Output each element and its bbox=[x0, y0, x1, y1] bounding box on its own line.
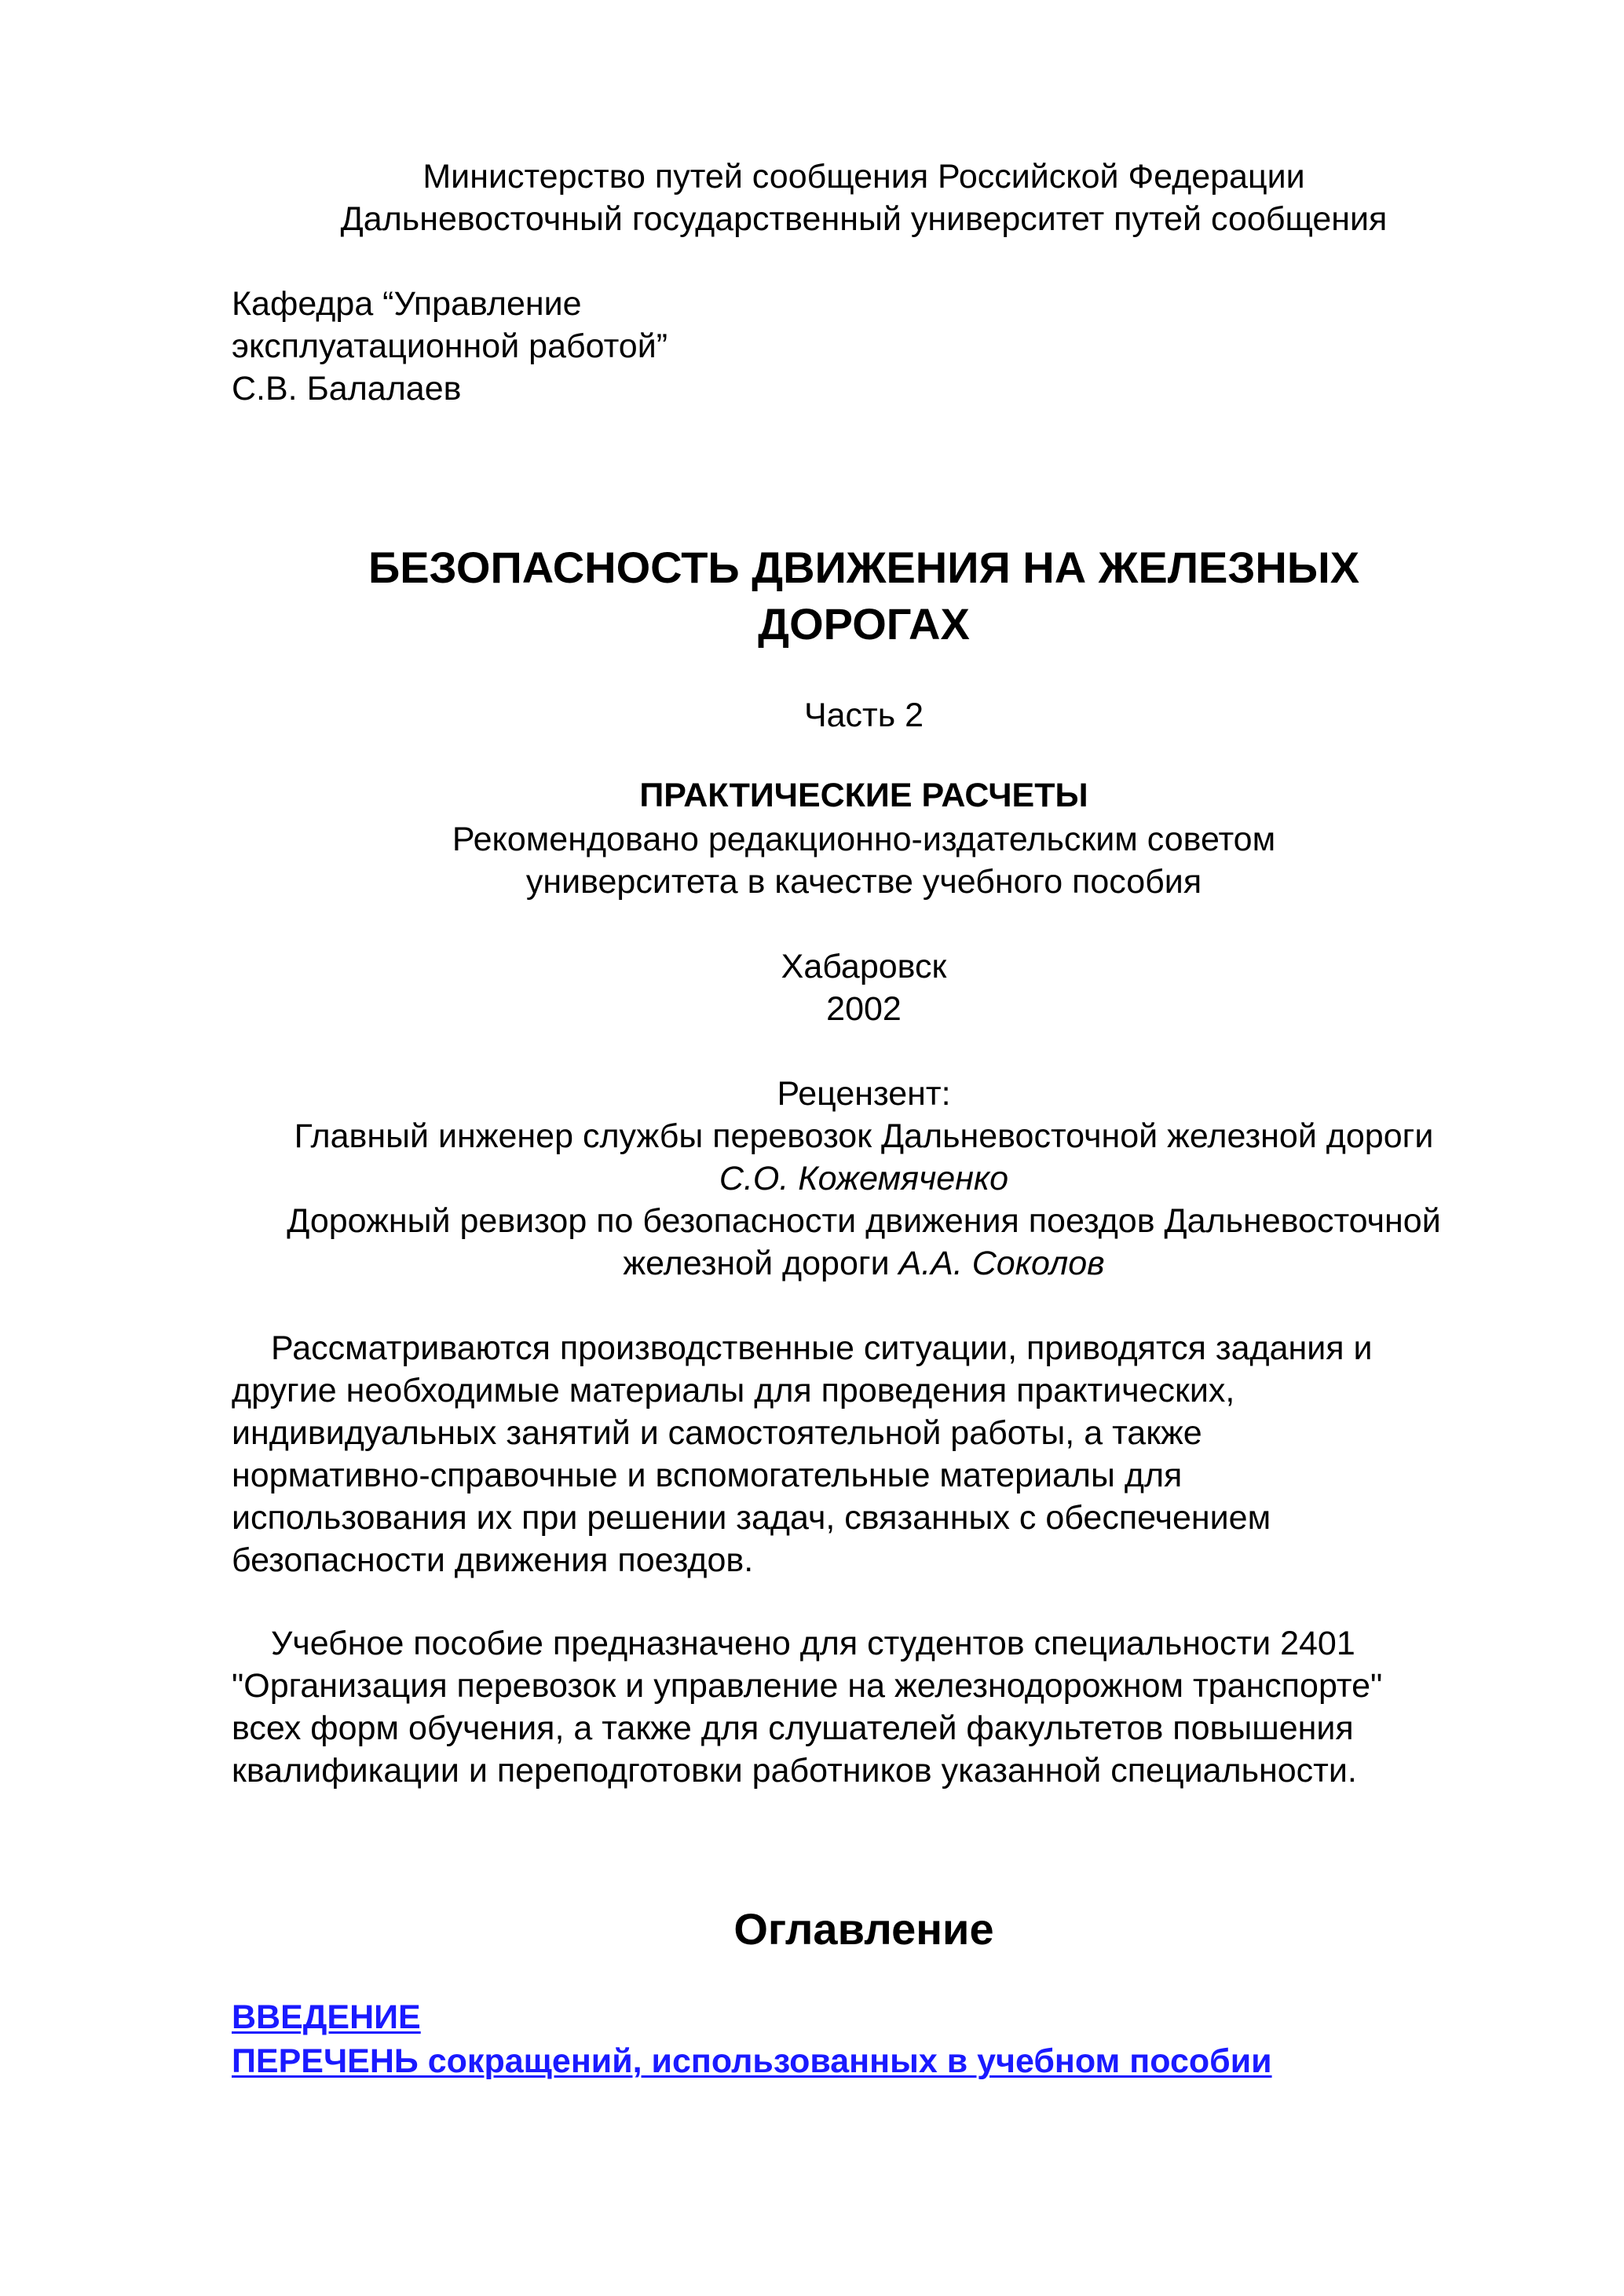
book-title-line-2: ДОРОГАХ bbox=[758, 599, 970, 649]
reviewer-2-position-line-1: Дорожный ревизор по безопасности движения поездов Дальневосточной bbox=[287, 1202, 1441, 1240]
recommendation-line-2: университета в качестве учебного пособия bbox=[525, 863, 1202, 901]
reviewer-1-position: Главный инженер службы перевозок Дальневосточной железной дороги bbox=[294, 1117, 1434, 1155]
abstract-p1-line-1: Рассматриваются производственные ситуации, приводятся задания и bbox=[271, 1329, 1373, 1367]
publication-year: 2002 bbox=[826, 990, 902, 1028]
abstract-p2-line-4: квалификации и переподготовки работников указанной специальности. bbox=[232, 1752, 1357, 1790]
abstract-p2-line-3: всех форм обучения, а также для слушателей факультетов повышения bbox=[232, 1709, 1354, 1747]
recommendation-line-1: Рекомендовано редакционно-издательским советом bbox=[452, 821, 1276, 858]
ministry-name: Министерство путей сообщения Российской Федерации bbox=[422, 158, 1305, 196]
toc-link-abbreviations[interactable]: ПЕРЕЧЕНЬ сокращений, использованных в учебном пособии bbox=[232, 2042, 1272, 2080]
department-line-1: Кафедра “Управление bbox=[232, 285, 582, 323]
book-title-line-1: БЕЗОПАСНОСТЬ ДВИЖЕНИЯ НА ЖЕЛЕЗНЫХ bbox=[368, 543, 1360, 592]
abstract-p1-line-5: использования их при решении задач, связанных с обеспечением bbox=[232, 1499, 1271, 1537]
toc-heading: Оглавление bbox=[733, 1904, 994, 1954]
reviewer-1-name: С.О. Кожемяченко bbox=[719, 1160, 1009, 1197]
publication-city: Хабаровск bbox=[781, 948, 947, 985]
abstract-p1-line-6: безопасности движения поездов. bbox=[232, 1541, 754, 1579]
abstract-p1-line-4: нормативно-справочные и вспомогательные материалы для bbox=[232, 1457, 1183, 1494]
reviewer-2-position-line-2: железной дороги bbox=[623, 1245, 899, 1282]
abstract-p2-line-1: Учебное пособие предназначено для студентов специальности 2401 bbox=[271, 1625, 1355, 1662]
department-line-2: эксплуатационной работой” bbox=[232, 327, 668, 365]
reviewer-label: Рецензент: bbox=[777, 1075, 951, 1113]
university-name: Дальневосточный государственный университет путей сообщения bbox=[340, 200, 1388, 238]
abstract-p1-line-2: другие необходимые материалы для проведения практических, bbox=[232, 1372, 1235, 1409]
book-subtitle: ПРАКТИЧЕСКИЕ РАСЧЕТЫ bbox=[639, 777, 1088, 814]
reviewer-2-line-2 bbox=[0, 1242, 1624, 1285]
abstract-p1-line-3: индивидуальных занятий и самостоятельной работы, а также bbox=[232, 1414, 1202, 1452]
part-number: Часть 2 bbox=[803, 696, 924, 734]
reviewer-2-name: А.А. Соколов bbox=[898, 1245, 1105, 1282]
toc-link-introduction[interactable]: ВВЕДЕНИЕ bbox=[232, 1998, 421, 2036]
abstract-p2-line-2: "Организация перевозок и управление на железнодорожном транспорте" bbox=[232, 1667, 1383, 1705]
author-name: С.В. Балалаев bbox=[232, 370, 462, 408]
